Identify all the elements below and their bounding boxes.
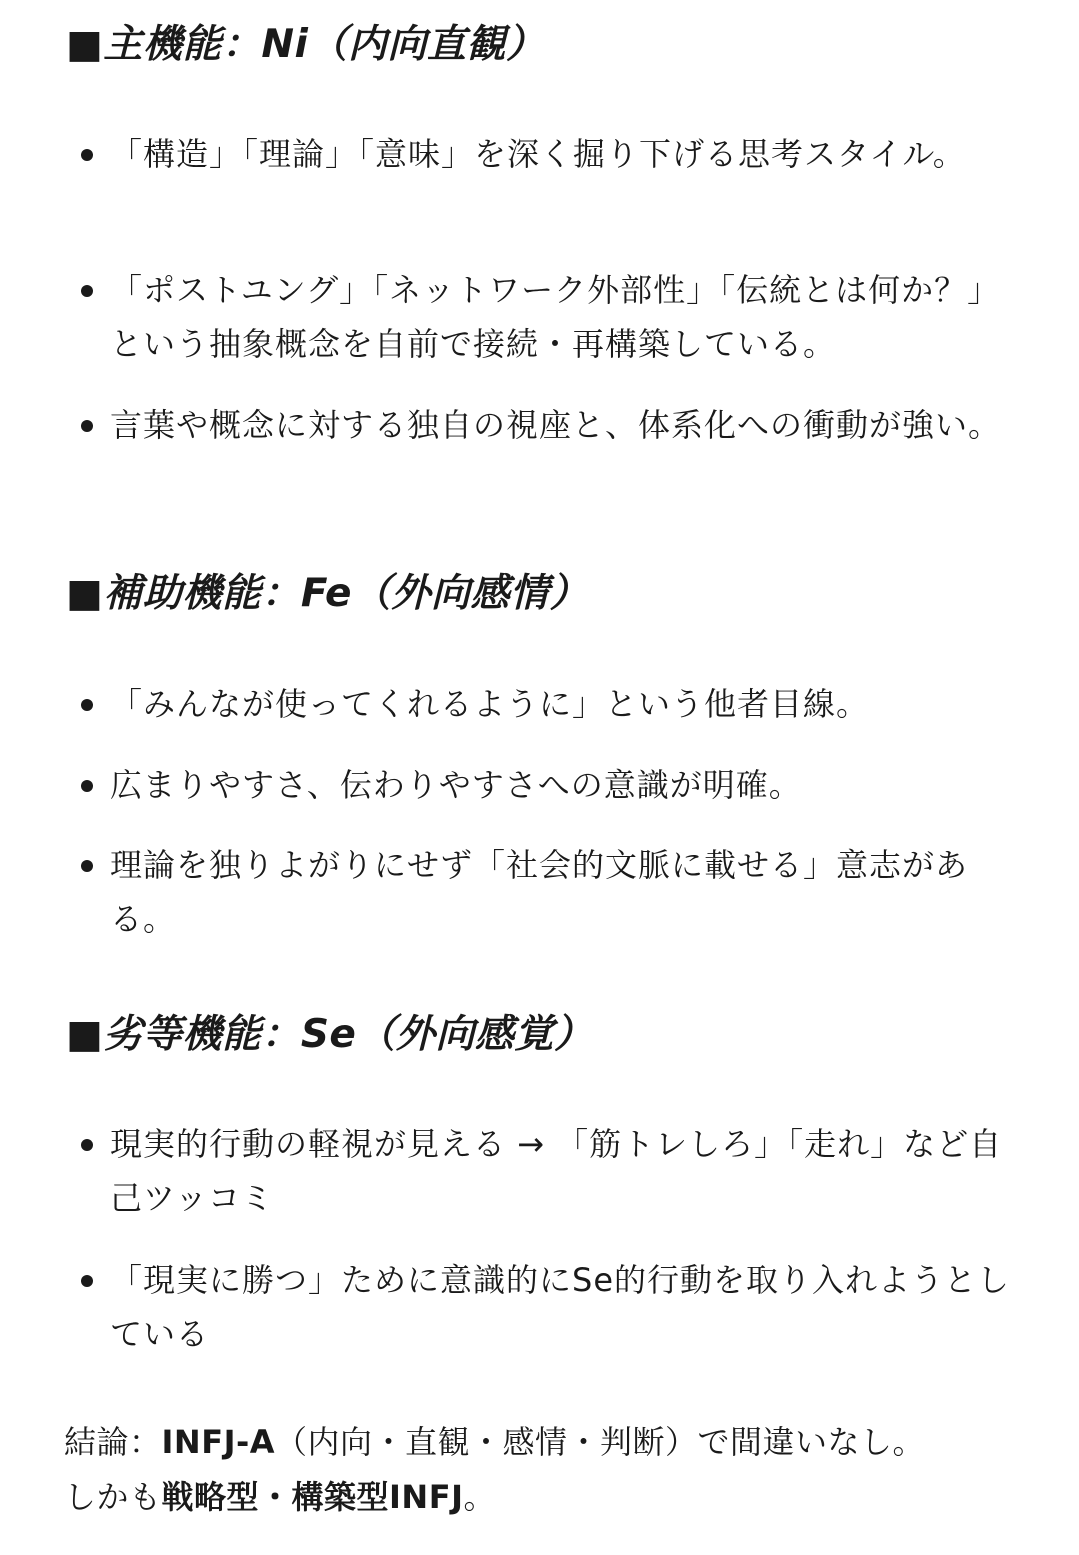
list-item-text: 現実的行動の軽視が見える → 「筋トレしろ」「走れ」など自己ツッコミ	[110, 1125, 1003, 1217]
bullet-dot-icon	[81, 699, 93, 711]
conclusion	[64, 1415, 1054, 1525]
bullet-dot-icon	[81, 420, 93, 432]
list-item-text: 「みんなが使ってくれるように」という他者目線。	[110, 685, 870, 723]
conclusion-line-2	[64, 1470, 1054, 1525]
section-heading-ni: ■主機能：Ni（内向直観）	[66, 22, 546, 67]
conclusion-type-detail: （内向・直観・感情・判断）で間違いなし。	[275, 1423, 926, 1461]
conclusion-line2-prefix: しかも	[64, 1478, 162, 1516]
conclusion-type: INFJ-A	[161, 1423, 276, 1461]
conclusion-prefix: 結論：	[64, 1423, 162, 1461]
section-heading-se: ■劣等機能：Se（外向感覚）	[66, 1012, 594, 1057]
list-item-text: 「現実に勝つ」ために意識的にSe的行動を取り入れようとしている	[110, 1261, 1011, 1353]
bullet-dot-icon	[81, 285, 93, 297]
bullet-dot-icon	[81, 780, 93, 792]
conclusion-line-1	[64, 1415, 1054, 1470]
bullet-dot-icon	[81, 149, 93, 161]
bullet-dot-icon	[81, 860, 93, 872]
bullet-dot-icon	[81, 1139, 93, 1151]
list-item-text: 広まりやすさ、伝わりやすさへの意識が明確。	[110, 766, 802, 804]
bullet-dot-icon	[81, 1275, 93, 1287]
list-item-text: 言葉や概念に対する独自の視座と、体系化への衝動が強い。	[110, 406, 1002, 444]
list-item-text: 「構造」「理論」「意味」を深く掘り下げる思考スタイル。	[110, 135, 966, 173]
list-item-text: 理論を独りよがりにせず「社会的文脈に載せる」意志がある。	[110, 846, 969, 938]
conclusion-subtype: 戦略型・構築型INFJ	[161, 1478, 464, 1516]
conclusion-line2-suffix: 。	[463, 1478, 496, 1516]
section-heading-fe: ■補助機能：Fe（外向感情）	[66, 571, 589, 616]
list-item-text: 「ポストユング」「ネットワーク外部性」「伝統とは何か？」という抽象概念を自前で接続・再構築している。	[110, 271, 1001, 363]
